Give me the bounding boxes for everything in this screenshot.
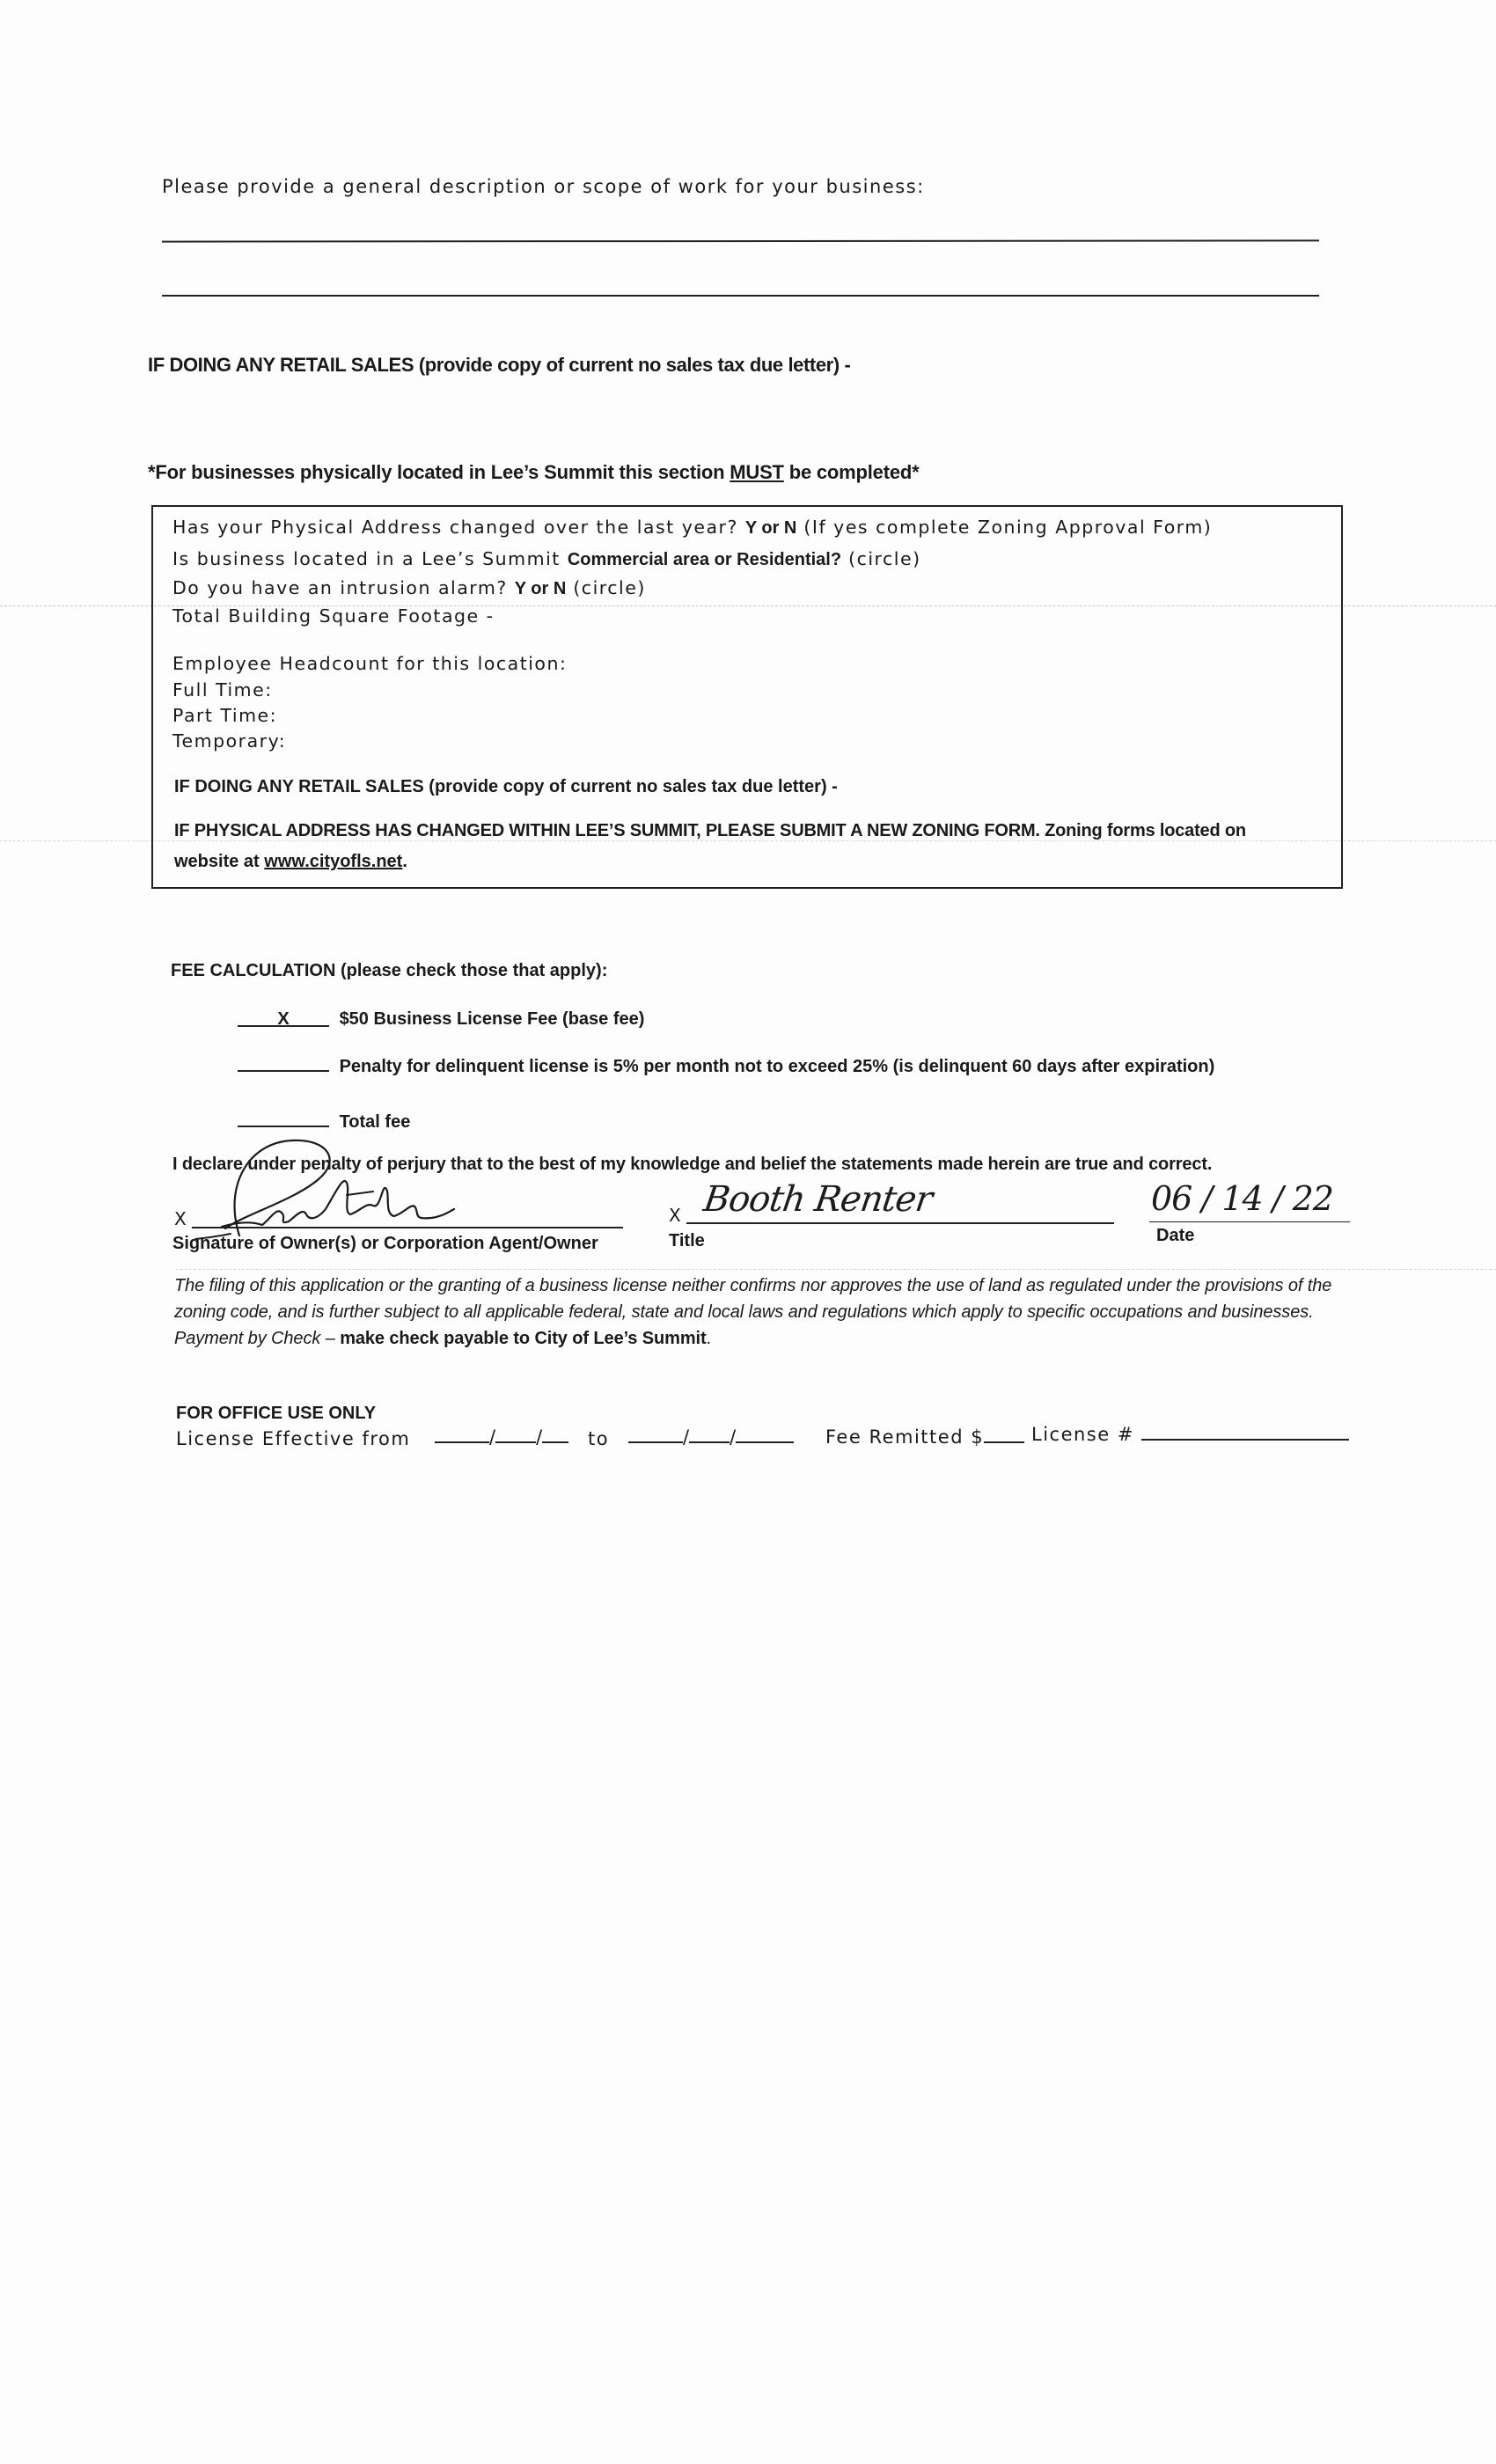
to-year-blank[interactable] (736, 1426, 794, 1443)
perjury-declaration: I declare under penalty of perjury that to the best of my knowledge and belief the statements made herein are true and correct. (172, 1155, 1213, 1174)
question-text: Has your Physical Address changed over the last year? (172, 517, 745, 538)
question-text: Is business located in a Lee’s Summit (172, 548, 568, 569)
commercial-residential-option[interactable]: Commercial area or Residential? (567, 550, 842, 569)
title-label: Title (669, 1231, 705, 1250)
check-mark: X (277, 1009, 290, 1029)
question-note: (If yes complete Zoning Approval Form) (796, 517, 1213, 538)
square-footage-field[interactable]: Total Building Square Footage - (172, 605, 495, 627)
website-line (174, 852, 407, 872)
heading-must-emphasis: MUST (730, 461, 784, 483)
title-x-mark: X (669, 1205, 681, 1226)
address-changed-question (172, 517, 1212, 539)
handwritten-title: Booth Renter (700, 1179, 935, 1220)
penalty-label: Penalty for delinquent license is 5% per month not to exceed 25% (is delinquent 60 days after expiration) (339, 1057, 1215, 1076)
signature-x-mark: X (174, 1208, 187, 1229)
license-number-field[interactable] (1031, 1423, 1349, 1445)
lees-summit-section-heading (148, 461, 919, 484)
to-label: to (588, 1428, 610, 1449)
scope-of-work-prompt: Please provide a general description or scope of work for your business: (162, 176, 925, 197)
check-payable-note: make check payable to City of Lee’s Summit (340, 1329, 707, 1348)
zoning-form-notice: IF PHYSICAL ADDRESS HAS CHANGED WITHIN LEE’S SUMMIT, PLEASE SUBMIT A NEW ZONING FORM. Zoning forms located on (174, 821, 1246, 840)
business-location-question (172, 548, 921, 570)
fee-remitted-blank[interactable] (984, 1426, 1024, 1443)
office-use-heading: FOR OFFICE USE ONLY (176, 1404, 377, 1423)
signature-label: Signature of Owner(s) or Corporation Agent/Owner (172, 1234, 598, 1253)
part-time-field[interactable]: Part Time: (172, 705, 278, 726)
fee-remitted-field[interactable] (825, 1426, 1024, 1448)
effective-from-date[interactable]: / / (435, 1426, 568, 1448)
from-day-blank[interactable] (495, 1426, 536, 1443)
question-text: Do you have an intrusion alarm? (172, 577, 515, 598)
zoning-disclaimer (174, 1272, 1336, 1352)
question-note: (circle) (841, 548, 921, 569)
total-fee-checkbox[interactable] (238, 1110, 329, 1127)
from-month-blank[interactable] (435, 1426, 489, 1443)
date-line[interactable] (1149, 1221, 1350, 1222)
intrusion-alarm-question (172, 577, 646, 599)
total-fee-row (238, 1110, 410, 1133)
heading-text-after: be completed* (783, 461, 920, 483)
license-number-blank[interactable] (1141, 1423, 1349, 1441)
website-suffix: . (402, 852, 407, 871)
base-fee-row (238, 1009, 644, 1030)
question-note: (circle) (566, 577, 646, 598)
title-line[interactable] (686, 1222, 1114, 1224)
heading-text-before: *For businesses physically located in Lee’s Summit this section (148, 461, 730, 483)
base-fee-label: $50 Business License Fee (base fee) (339, 1009, 645, 1029)
penalty-checkbox[interactable] (238, 1054, 329, 1072)
to-month-blank[interactable] (628, 1426, 683, 1443)
website-prefix: website at (174, 852, 265, 871)
full-time-field[interactable]: Full Time: (172, 679, 273, 700)
scope-of-work-line-2[interactable] (162, 295, 1319, 297)
to-day-blank[interactable] (689, 1426, 730, 1443)
license-effective-row (176, 1428, 410, 1449)
base-fee-checkbox[interactable] (238, 1009, 329, 1027)
headcount-label: Employee Headcount for this location: (172, 653, 568, 674)
effective-to-date[interactable]: / / (628, 1426, 794, 1448)
disclaimer-end: . (706, 1329, 711, 1348)
total-fee-label: Total fee (339, 1112, 411, 1132)
license-number-label: License # (1031, 1424, 1134, 1445)
effective-from-label: License Effective from (176, 1428, 411, 1449)
retail-sales-notice: IF DOING ANY RETAIL SALES (provide copy of current no sales tax due letter) - (148, 354, 851, 376)
disclaimer-text: The filing of this application or the granting of a business license neither confirms nor approves the use of land as regulated under the provisions of the zoning code, and is further subject to all applicable federal, state and local laws and regulations which apply to specific occupations and businesses. Payment by Check – (174, 1276, 1332, 1348)
scan-fold-line (176, 1269, 1496, 1270)
penalty-row (238, 1054, 1214, 1077)
temporary-field[interactable]: Temporary: (172, 730, 287, 752)
fee-calculation-heading: FEE CALCULATION (please check those that apply): (171, 961, 608, 980)
box-retail-sales-notice: IF DOING ANY RETAIL SALES (provide copy of current no sales tax due letter) - (174, 777, 838, 796)
website-link[interactable]: www.cityofls.net (264, 852, 403, 871)
from-year-blank[interactable] (542, 1426, 568, 1443)
fee-remitted-label: Fee Remitted $ (825, 1426, 985, 1448)
yes-no-option[interactable]: Y or N (514, 579, 567, 598)
handwritten-date: 06 / 14 / 22 (1151, 1179, 1333, 1218)
scope-of-work-line-1[interactable] (162, 239, 1319, 242)
yes-no-option[interactable]: Y or N (744, 518, 797, 538)
date-label: Date (1156, 1226, 1195, 1245)
